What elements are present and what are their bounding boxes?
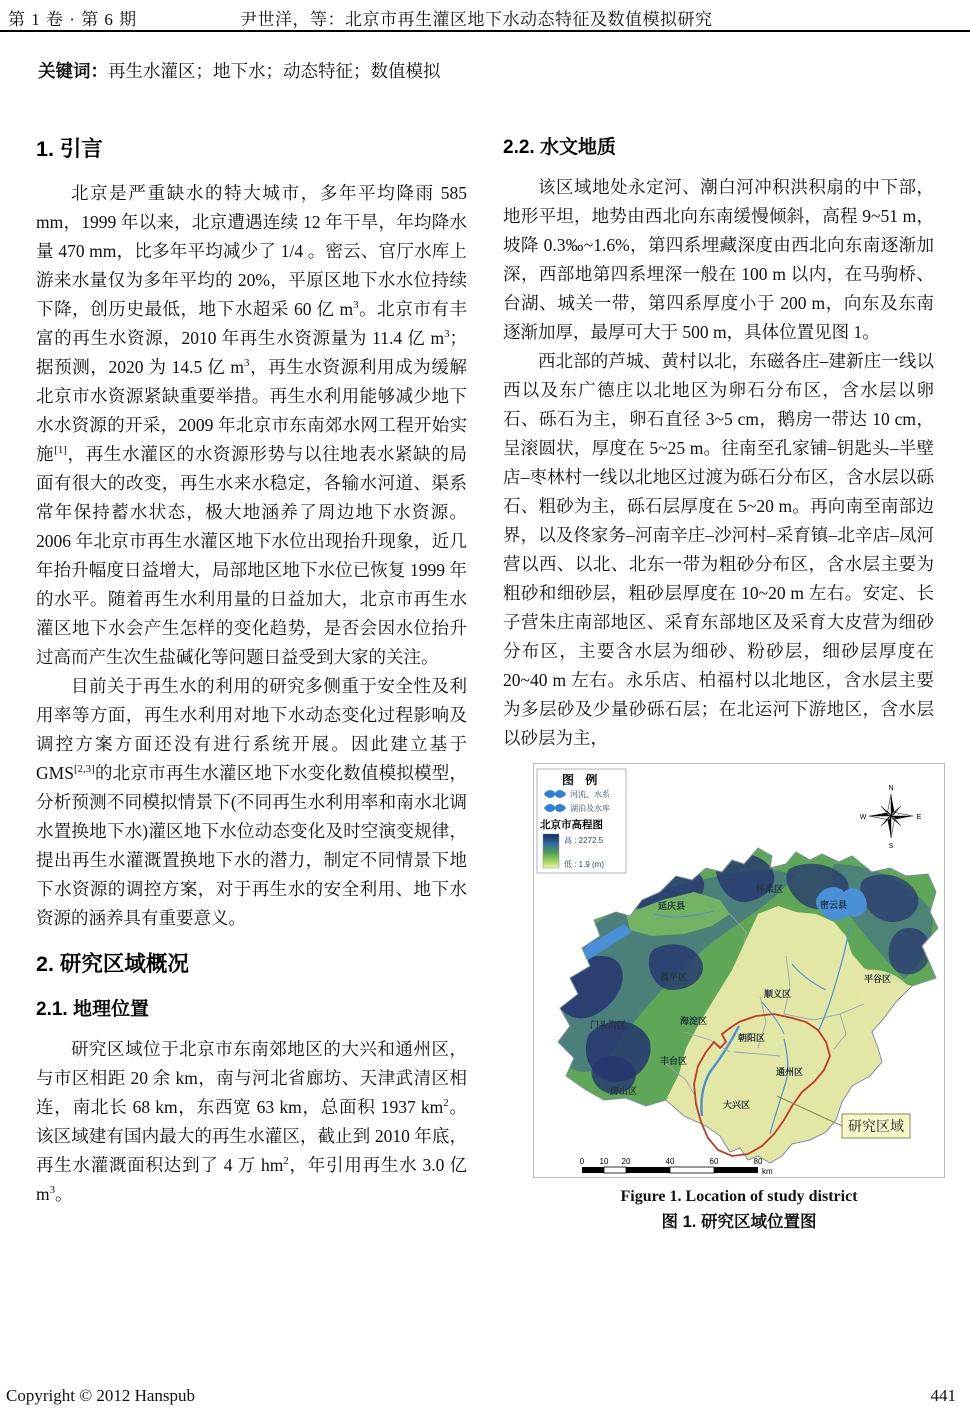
label-changping: 昌平区	[660, 972, 688, 982]
figure-1	[533, 763, 945, 1232]
compass-s: S	[888, 843, 894, 850]
keywords-line	[38, 58, 938, 83]
section-2-heading: 2. 研究区域概况	[36, 952, 189, 976]
label-miyun: 密云县	[820, 900, 848, 910]
section-2-2-paragraph-2: 西北部的芦城、黄村以北，东磁各庄–建新庄一线以西以及东广德庄以北地区为卵石分布区，含水层以卵石、砾石为主，卵石直径 3~5 cm，鹅房一带达 10 cm，呈滚圆状，厚度在 5~25 m。往南至孔家铺–钥匙头–半壁店–枣林村一线以北地区过渡为砾石分布区，含水层以砾石、粗砂为主，砾石层厚度在 5~20 m。再向南至南部边界，以及佟家务–河南辛庄–沙河村–采育镇–北辛店–凤河营以西、以北、北东一带为粗砂分布区，含水层主要为粗砂和细砂层，粗砂层厚度在 10~20 m 左右。安定、长子营朱庄南部地区、采育东部地区及采育大皮营为细砂分布区，主要含水层为细砂、粉砂层，细砂层厚度在 20~40 m 左右。永乐店、柏福村以北地区，含水层主要为多层砂及少量砂砾石层；在北运河下游地区，含水层以砂层为主，	[503, 351, 934, 748]
keywords-text: 再生水灌区；地下水；动态特征；数值模拟	[108, 61, 441, 81]
label-fangshan: 房山区	[610, 1086, 638, 1096]
scale-tick-80: 80	[753, 1157, 763, 1166]
figure-1-map-frame	[533, 763, 945, 1178]
legend-elevation-title: 北京市高程图	[540, 819, 603, 831]
scale-tick-20: 20	[621, 1157, 631, 1166]
label-pinggu: 平谷区	[864, 974, 892, 984]
label-yanqing: 延庆县	[658, 901, 686, 911]
legend-high-label: 高 : 2272.5	[564, 836, 604, 845]
compass-n: N	[888, 785, 894, 792]
label-daxing: 大兴区	[723, 1100, 751, 1110]
beijing-elevation-map	[534, 764, 944, 1177]
figure-caption-en: Figure 1. Location of study district	[620, 1188, 858, 1205]
section-1-heading: 1. 引言	[36, 137, 103, 161]
label-chaoyang: 朝阳区	[738, 1033, 766, 1043]
figure-1-caption	[533, 1188, 945, 1232]
compass-w: W	[859, 814, 867, 821]
section-2-2-paragraph-1: 该区域地处永定河、潮白河冲积洪积扇的中下部，地形平坦，地势由西北向东南缓慢倾斜，高程 9~51 m，坡降 0.3‰~1.6%，第四系埋藏深度由西北向东南逐渐加深，西部地第四系埋深一般在 100 m 以内，在马驹桥、台湖、城关一带，第四系厚度小于 200 m，向东及东南逐渐加厚，最厚可大于 500 m，具体位置见图 1。	[503, 177, 934, 342]
scale-tick-40: 40	[665, 1157, 675, 1166]
scale-tick-10: 10	[599, 1157, 609, 1166]
scale-bar	[580, 1157, 773, 1176]
scale-tick-0: 0	[579, 1157, 585, 1166]
keywords-label: 关键词：	[38, 61, 108, 81]
journal-issue: 第 1 卷 · 第 6 期	[8, 10, 138, 29]
elevation-gradient-bar	[543, 834, 559, 868]
section-2-1-paragraph-1: 研究区域位于北京市东南郊地区的大兴和通州区，与市区相距 20 余 km，南与河北省廊坊、天津武清区相连，南北长 68 km，东西宽 63 km，总面积 1937 $km^2$。该区域建有国内最大的再生水灌区，截止到 2010 年底，再生水灌溉面积达到了 4 万 $hm^2$，年引用再生水 3.0 亿 $m^3$。	[36, 1039, 468, 1204]
section-2-1-heading: 2.1. 地理位置	[36, 999, 149, 1020]
map-legend	[537, 769, 626, 873]
right-column	[503, 118, 934, 1232]
figure-caption-zh: 图 1. 研究区域位置图	[661, 1213, 817, 1231]
scale-unit: km	[762, 1167, 773, 1176]
section-1-paragraph-2: 目前关于再生水的利用的研究多侧重于安全性及利用率等方面，再生水利用对地下水动态变化过程影响及调控方案方面还没有进行系统开展。因此建立基于 GMS[2,3]的北京市再生水灌区地下水变化数值模拟模型，分析预测不同模拟情景下(不同再生水利用率和南水北调水置换地下水)灌区地下水位动态变化及时空演变规律，提出再生水灌溉置换地下水的潜力，制定不同情景下地下水资源的调控方案，对于再生水的安全利用、地下水资源的涵养具有重要意义。	[36, 676, 467, 928]
label-mentougou: 门头沟区	[590, 1020, 627, 1030]
label-haidian: 海淀区	[680, 1016, 708, 1026]
running-title: 尹世洋，等：北京市再生灌区地下水动态特征及数值模拟研究	[240, 10, 713, 29]
legend-lake-label: 湖泊及水库	[570, 804, 610, 813]
label-fengtai: 丰台区	[660, 1056, 688, 1066]
copyright-notice: Copyright © 2012 Hanspub	[6, 1386, 196, 1405]
page-number: 441	[930, 1386, 956, 1405]
label-tongzhou: 通州区	[776, 1067, 804, 1077]
label-huairou: 怀柔区	[756, 884, 784, 894]
left-column	[36, 118, 467, 1209]
header-rule	[0, 30, 970, 32]
legend-river-label: 河流、水系	[570, 790, 610, 799]
label-shunyi: 顺义区	[764, 989, 792, 999]
section-2-2-heading: 2.2. 水文地质	[503, 137, 616, 158]
compass-rose-icon	[860, 785, 922, 850]
section-1-paragraph-1: 北京是严重缺水的特大城市，多年平均降雨 585 mm，1999 年以来，北京遭遇连续 12 年干旱，年均降水量 470 mm，比多年平均减少了 1/4 。密云、官厅水库上游来水量仅为多年平均的 20%，平原区地下水水位持续下降，创历史最低，地下水超采 60 亿 $m^3$。北京市有丰富的再生水资源，2010 年再生水资源量为 11.4 亿 $m^3$；据预测，2020 为 14.5 亿 $m^3$，再生水资源利用成为缓解北京市水资源紧缺重要举措。再生水利用能够减少地下水水资源的开采，2009 年北京市东南郊水网工程开始实施[1]，再生水灌区的水资源形势与以往地表水紧缺的局面有很大的改变，再生水来水稳定，各输水河道、渠系常年保持蓄水状态，极大地涵养了周边地下水资源。2006 年北京市再生水灌区地下水位出现抬升现象，近几年抬升幅度日益增大，局部地区地下水位已恢复 1999 年的水平。随着再生水利用量的日益加大，北京市再生水灌区地下水会产生怎样的变化趋势，是否会因水位抬升过高而产生次生盐碱化等问题日益受到大家的关注。	[36, 183, 468, 667]
legend-title: 图 例	[562, 773, 602, 787]
legend-low-label: 低 : 1.9 (m)	[564, 860, 605, 869]
compass-e: E	[916, 814, 922, 821]
scale-tick-60: 60	[709, 1157, 719, 1166]
callout-label: 研究区域	[848, 1120, 904, 1135]
